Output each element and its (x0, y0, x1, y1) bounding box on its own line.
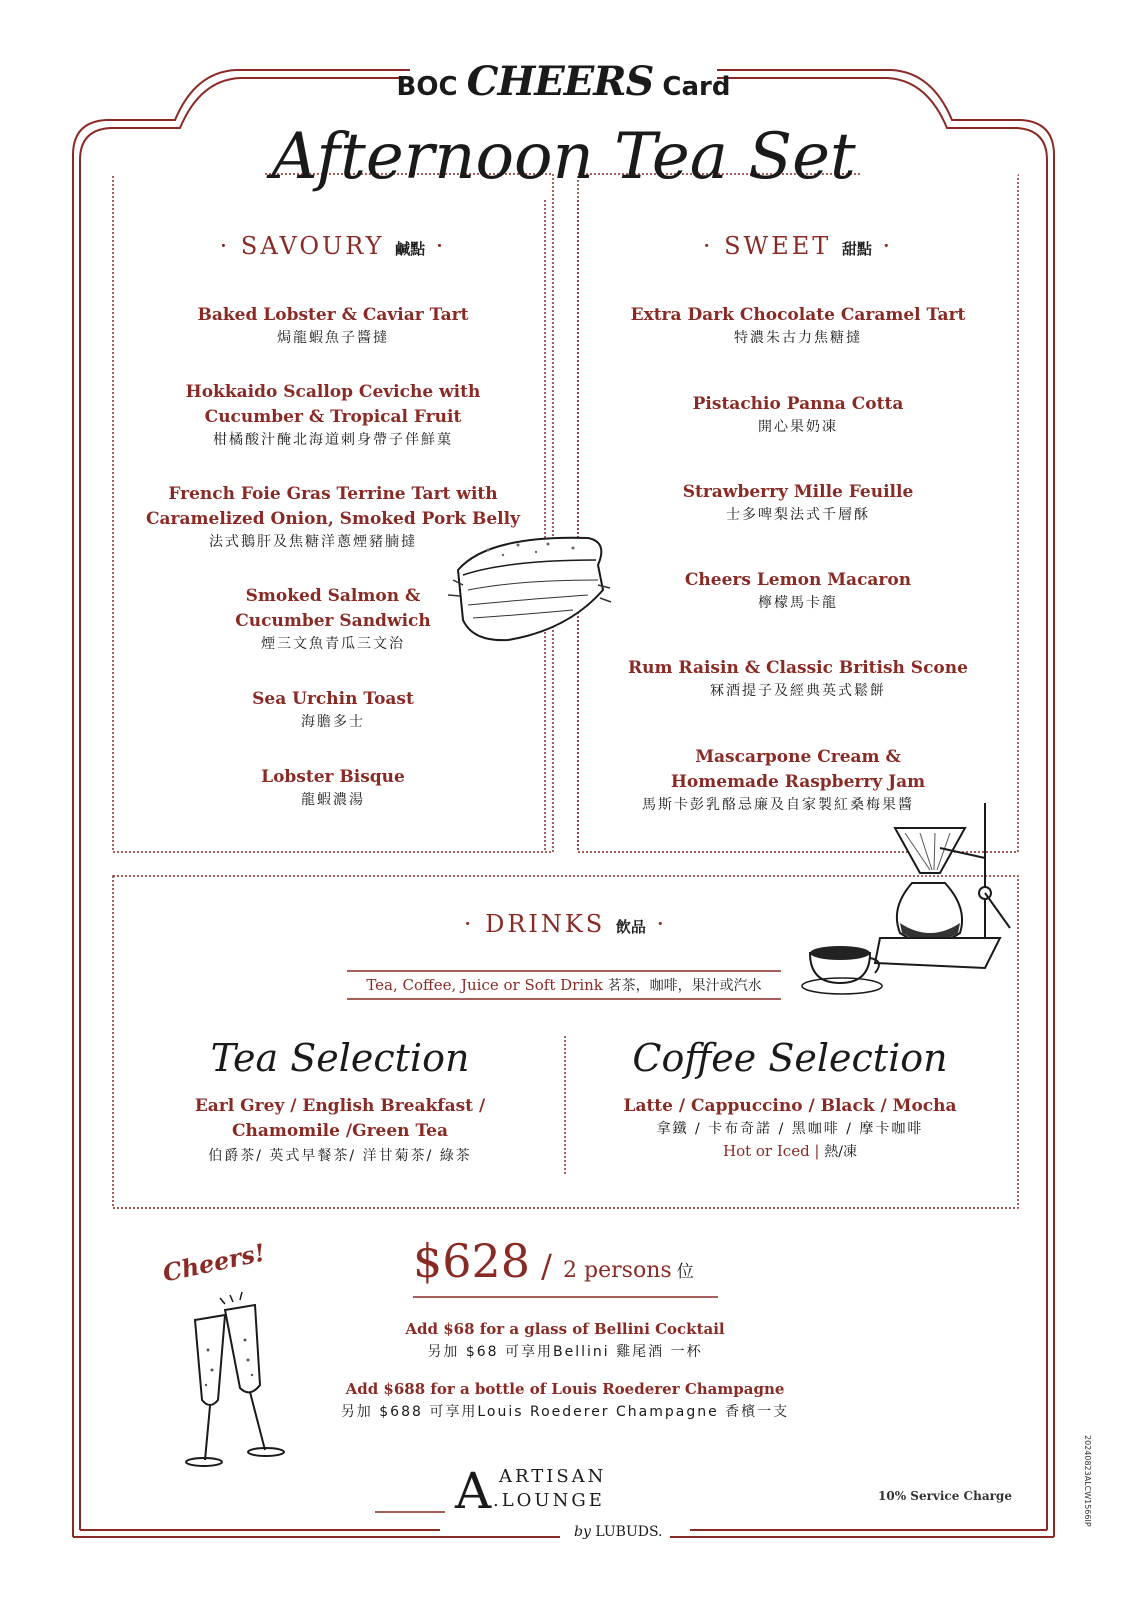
page-title: Afternoon Tea Set (271, 120, 856, 194)
drinks-subtitle (347, 975, 781, 995)
sweet-item (578, 392, 1018, 437)
dish-name-zh: 檸檬馬卡龍 (758, 595, 838, 611)
dish-name-zh: 海膽多士 (301, 714, 365, 730)
drinks-heading-zh: 飲品 (615, 918, 646, 936)
logo-line2: .LOUNGE (493, 1490, 605, 1511)
brand-cheers: CHEERS (466, 58, 654, 105)
coffee-selection-title: Coffee Selection (632, 1036, 948, 1080)
addon-bellini-en: Add $68 for a glass of Bellini Cocktail (405, 1320, 725, 1338)
dish-name: Smoked Salmon & Cucumber Sandwich (235, 586, 431, 631)
dish-name: French Foie Gras Terrine Tart with Caramelized Onion, Smoked Pork Belly (146, 484, 520, 529)
coffee-selection (580, 1036, 1000, 1161)
tea-selection (130, 1036, 550, 1166)
savoury-heading: · SAVOURY 鹹點 · (219, 232, 447, 260)
champagne-glasses-illustration (150, 1290, 290, 1475)
dish-name-zh: 焗龍蝦魚子醬撻 (277, 330, 389, 346)
savoury-item (113, 303, 553, 348)
dish-name-zh: 士多啤梨法式千層酥 (726, 507, 870, 523)
addon-bellini-zh: 另加 $68 可享用Bellini 雞尾酒 一杯 (427, 1344, 703, 1360)
drinks-subtitle-en: Tea, Coffee, Juice or Soft Drink (366, 976, 603, 994)
addon-champagne (300, 1377, 830, 1422)
lubuds-word: LUBUDS. (595, 1524, 663, 1540)
coffee-options-zh: 拿鐵 / 卡布奇諾 / 黑咖啡 / 摩卡咖啡 (656, 1121, 924, 1137)
by-lubuds (570, 1524, 667, 1540)
drinks-heading: · DRINKS 飲品 · (463, 910, 668, 938)
sweet-heading-en: SWEET (724, 232, 832, 260)
dish-name-zh: 開心果奶凍 (758, 419, 838, 435)
addon-champagne-en: Add $688 for a bottle of Louis Roederer Champagne (345, 1380, 785, 1398)
tea-options: Earl Grey / English Breakfast / Chamomile /Green Tea (194, 1096, 486, 1141)
artisan-lounge-logo (455, 1462, 635, 1532)
tea-selection-title: Tea Selection (210, 1036, 470, 1080)
coffee-note-zh: 熱/凍 (824, 1144, 857, 1160)
sweet-heading: · SWEET 甜點 · (702, 232, 894, 260)
dish-name: Mascarpone Cream & Homemade Raspberry Jam (670, 747, 926, 792)
price-line (413, 1234, 718, 1288)
tea-options-zh: 伯爵茶/ 英式早餐茶/ 洋甘菊茶/ 綠茶 (208, 1148, 472, 1164)
dish-name-zh: 冧酒提子及經典英式鬆餅 (710, 683, 886, 699)
by-word: by (574, 1524, 591, 1540)
drinks-subtitle-zh: 茗茶，咖啡，果汁或汽水 (607, 978, 762, 994)
brand-card: Card (662, 72, 731, 102)
dish-name: Extra Dark Chocolate Caramel Tart (630, 305, 966, 325)
sweet-item (578, 656, 1018, 701)
dish-name: Hokkaido Scallop Ceviche with Cucumber & Tropical Fruit (185, 382, 481, 427)
brand-boc: BOC (396, 72, 458, 102)
dish-name-zh: 煙三文魚青瓜三文治 (261, 636, 405, 652)
price-slash: / (541, 1247, 552, 1285)
addon-champagne-zh: 另加 $688 可享用Louis Roederer Champagne 香檳一支 (340, 1404, 790, 1420)
cheers-script: Cheers! (160, 1237, 268, 1288)
sweet-item (578, 568, 1018, 613)
logo-line1: ARTISAN (499, 1466, 607, 1487)
dish-name: Lobster Bisque (261, 767, 405, 787)
sweet-heading-zh: 甜點 (841, 240, 872, 258)
sweet-item (578, 303, 1018, 348)
addon-bellini (300, 1317, 830, 1362)
coffee-note-en: Hot or Iced | (722, 1142, 820, 1160)
dish-name: Sea Urchin Toast (252, 689, 414, 709)
dish-name-zh: 柑橘酸汁醃北海道刺身帶子伴鮮菓 (213, 432, 453, 448)
savoury-item (113, 765, 553, 810)
price-persons: 2 persons (563, 1258, 672, 1283)
print-code: 20240823ALCW1566IP (1083, 1435, 1092, 1527)
dish-name: Strawberry Mille Feuille (682, 482, 914, 502)
coffee-options: Latte / Cappuccino / Black / Mocha (623, 1096, 957, 1116)
savoury-heading-zh: 鹹點 (395, 240, 426, 258)
drinks-heading-en: DRINKS (485, 910, 606, 938)
service-charge: 10% Service Charge (878, 1489, 1012, 1503)
price-persons-zh: 位 (676, 1262, 694, 1282)
dish-name: Cheers Lemon Macaron (684, 570, 912, 590)
dish-name-zh: 龍蝦濃湯 (301, 792, 365, 808)
dish-name: Rum Raisin & Classic British Scone (628, 658, 968, 678)
dish-name: Pistachio Panna Cotta (692, 394, 904, 414)
logo-a: A (455, 1462, 492, 1520)
sweet-item (578, 480, 1018, 525)
savoury-heading-en: SAVOURY (240, 232, 385, 260)
savoury-item (113, 380, 553, 450)
dish-name-zh: 馬斯卡彭乳酪忌廉及自家製紅桑梅果醬 (642, 797, 914, 813)
dish-name-zh: 特濃朱古力焦糖撻 (734, 330, 862, 346)
savoury-item (113, 687, 553, 732)
brand-title (0, 58, 1127, 105)
dish-name: Baked Lobster & Caviar Tart (197, 305, 469, 325)
dish-name-zh: 法式鵝肝及焦糖洋蔥煙豬腩撻 (209, 534, 417, 550)
price-amount: $628 (413, 1234, 531, 1288)
coffee-illustration (800, 798, 1020, 998)
